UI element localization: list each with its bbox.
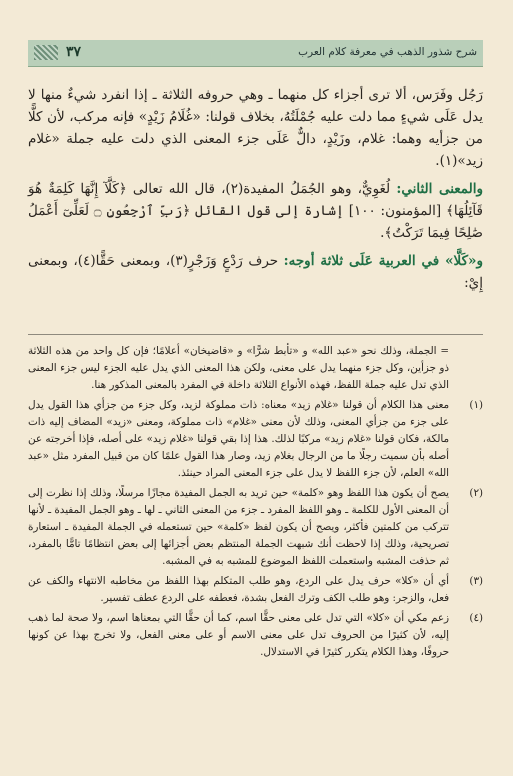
footnote-text: معنى هذا الكلام أن قولنا «غلام زيد» معناه: ذات مملوكة لزيد، وكل جزء من جزأي هذا القول يدل على جزء من جزأي المعنى، وذلك لأن معنى «غلام» ذات مملوكة، ومعنى «زيد» المضاف إليه ذات مالكة، فكان قولنا «غلام زيد» مركبًا لذلك. هذا إذا بقي قولنا «غلام زيد» على أصله، فإذا أخرجته عن أصله بأن سميت رجلًا ما من الرجال بغلام زيد، وصار هذا القول علمًا كان من قبيل المفرد مثل «عبد الله» العلم، لأن جزء اللفظ لا يدل على جزء المعنى المراد حينئذ.	[28, 399, 449, 479]
running-header	[28, 40, 483, 67]
paragraph-2	[28, 178, 483, 244]
footnote-separator	[28, 334, 483, 335]
footnotes	[28, 343, 483, 664]
main-text	[28, 84, 483, 300]
paragraph-3-text: حرف رَدْعٍ وَزَجْرٍ(٣)، وبمعنى حَقًّا(٤)، وبمعنى إِيْ:	[28, 253, 483, 291]
footnote-text: يصح أن يكون هذا اللفظ وهو «كلمة» حين تريد به الجمل المفيدة مجازًا مرسلًا، وذلك إذا نظرت إلى أن المعنى الأول للكلمة ـ وهو اللفظ المفرد ـ جزء من المعنى الثاني ـ لها ـ وهو الجمل المفيدة ـ لأنها تتركب من كلمتين فأكثر، ويصح أن يكون لفظ «كلمة» حين تستعمله في الجملة المفيدة ـ استعارة تصريحية، وذلك إذا لاحظت أنك شبهت الجملة المنتظم بعض أجزائها إلى بعض انتظامًا تامًّا بالمفرد، ثم حذفت المشبه واستعملت اللفظ الموضوع للمشبه به في المشبه.	[28, 487, 449, 567]
footnote-item	[28, 485, 483, 570]
paragraph-2-text: لُغَوِيٌّ، وهو الجُمَلُ المفيدة(٢)، قال الله تعالى ﴿كَلَّآ إِنَّهَا كَلِمَةٌ هُوَ قَآئِلُهَا﴾ [المؤمنون: ١٠٠] إشارة إلى قول القائل ﴿رَبِّ ٱرْجِعُونِ ۝ لَعَلِّىٓ أَعْمَلُ صَٰلِحًا فِيمَا تَرَكْتُ﴾.	[28, 181, 484, 241]
footnote-number: (٤)	[469, 612, 483, 624]
footnote-item	[28, 343, 483, 394]
header-ornament-icon	[34, 45, 58, 60]
footnote-item	[28, 610, 483, 661]
paragraph-2-label: والمعنى الثاني:	[396, 181, 483, 197]
page-number: ٣٧	[66, 44, 82, 60]
footnote-number: (٢)	[469, 487, 483, 499]
footnote-number: (٣)	[469, 575, 483, 587]
footnote-text: = الجملة، وذلك نحو «عبد الله» و «تأبط شرًّا» و «قاضيخان» أعلامًا؛ فإن كل واحد من هذه الثلاثة ذو جزأين، وكل جزء منهما يدل على معنى، ولكن هذا المعنى الذي يدل عليه الجزء ليس جزء المعنى الذي تدل عليه جملة اللفظ، فهذه الأنواع الثلاثة داخلة في المفرد بالمعنى المذكور هنا.	[28, 345, 449, 391]
paragraph-3	[28, 250, 483, 294]
footnote-text: زعم مكي أن «كلا» التي تدل على معنى حقًّا اسم، كما أن حقًّا التي بمعناها اسم، ولا صحة لما ذهب إليه، لأن كثيرًا من الحروف تدل على معنى الاسم أو على معنى الفعل، ولا تخرج بهذا عن كونها حروفًا، وهذا الكلام يتكرر كثيرًا في الاستدلال.	[28, 612, 449, 658]
footnote-item	[28, 397, 483, 482]
book-title: شرح شذور الذهب في معرفة كلام العرب	[298, 46, 477, 58]
footnote-text: أي أن «كلا» حرف يدل على الردع، وهو طلب المتكلم بهذا اللفظ من مخاطبه الانتهاء والكف عن فعل، والزجر: وهو طلب الكف وترك الفعل بشدة، فعطفه على الردع عطف تفسير.	[28, 575, 449, 604]
footnote-number	[449, 343, 483, 394]
footnote-item	[28, 573, 483, 607]
paragraph-1: رَجُل وفَرَس، ألا ترى أجزاء كل منهما ـ وهي حروفه الثلاثة ـ إذا انفرد شيءٌ منها لا يدل عَلَى شيءٍ مما دلت عليه جُمْلَتُهُ، بخلاف قولنا: «غُلَامُ زَيْدٍ» فإنه مركب، لأن كلًّا من جزأيه وهما: غلام، وزَيْدٍ، دالٌّ عَلَى جزء المعنى الذي دلت عليه جملة «غلام زيد»(١).	[28, 87, 483, 169]
paragraph-3-label: و«كَلَّا» في العربية عَلَى ثلاثة أوجه:	[283, 253, 483, 269]
footnote-number: (١)	[469, 399, 483, 411]
